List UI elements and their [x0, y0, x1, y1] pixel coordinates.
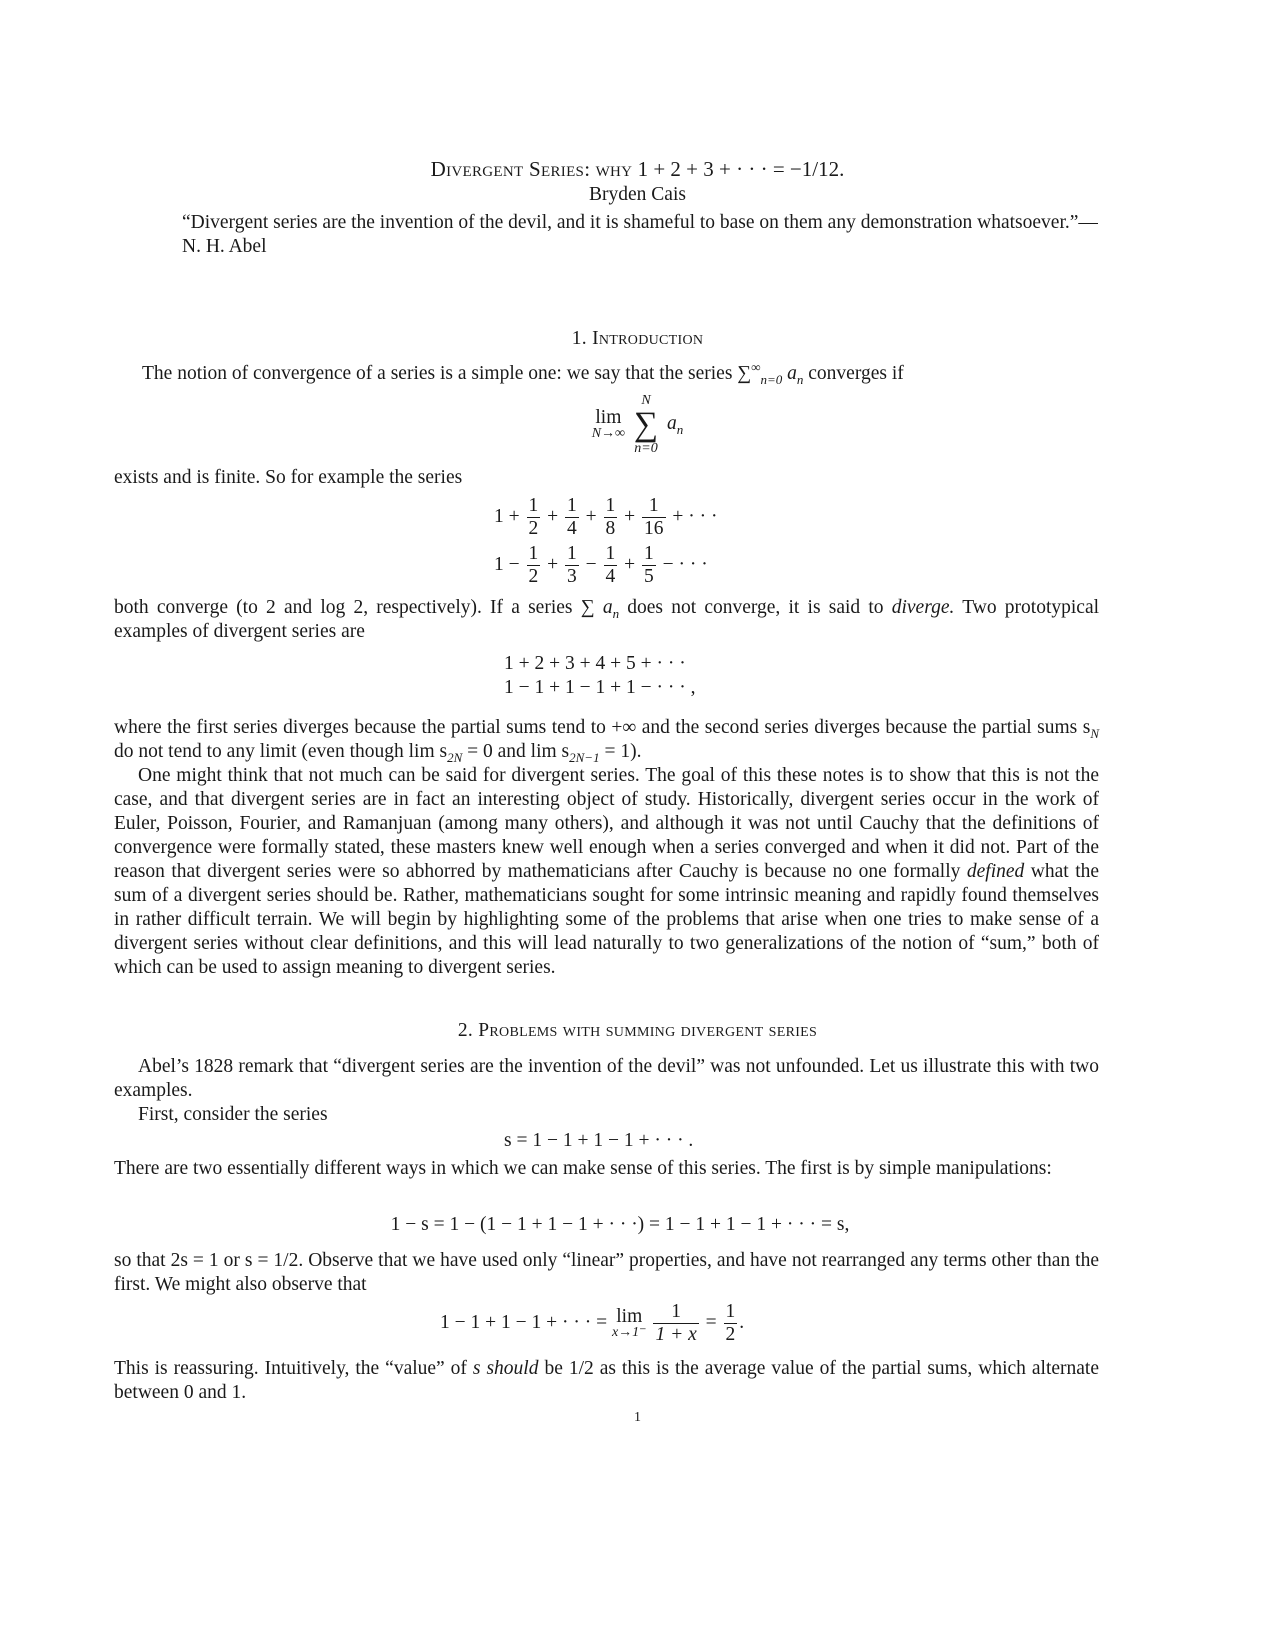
section-2-paragraph-1: Abel’s 1828 remark that “divergent series are the invention of the devil” was not unfounded. Let us illustrate this with two examples.	[114, 1056, 1099, 1101]
intro-paragraph-4: where the first series diverges because the partial sums tend to +∞ and the second series diverges because the partial sums $s_N$ do not tend to any limit (even though $\lim s_{2N} = 0$ and $\lim s_{2N-1} = 1$).	[114, 717, 1099, 765]
equation-s: s = 1 − 1 + 1 − 1 + · · · .	[504, 1130, 694, 1151]
author: Bryden Cais	[589, 184, 686, 205]
equation-geometric: 1 + $\frac{1}{2}$ + $\frac{1}{4}$ + $\frac{1}{8}$ + $\frac{1}{16}$ + · · ·	[494, 495, 718, 539]
inline-sum-symbol: $\sum^\infty_{n=0}$ $a_n$	[737, 359, 804, 387]
section-1-heading: 1. Introduction	[571, 328, 704, 349]
intro-paragraph-2: exists and is finite. So for example the series	[114, 467, 463, 488]
eq-lim: lim N→∞	[591, 407, 626, 441]
page-number: 1	[634, 1410, 641, 1425]
paper-title	[120, 157, 1155, 181]
intro-paragraph-3: both converge (to 2 and log 2, respectively). If a series ∑ $a_n$ does not converge, it is said to diverge. Two prototypical examples of divergent series are	[114, 597, 1100, 642]
intro-text-a: The notion of convergence of a series is a simple one: we say that the series	[142, 363, 733, 384]
equation-abel-limit: 1 − 1 + 1 − 1 + · · · = lim x→1⁻ $\frac{1}{1 + x}$ = $\frac{1}{2}$ .	[440, 1301, 745, 1345]
section-2-heading: 2. Problems with summing divergent series	[457, 1020, 818, 1041]
title-why: why	[595, 157, 633, 181]
section-2-paragraph-5: This is reassuring. Intuitively, the “value” of s should be 1/2 as this is the average value of the partial sums, which alternate between 0 and 1.	[114, 1358, 1100, 1403]
eq-term: $a_n$	[667, 413, 684, 438]
epigraph: “Divergent series are the invention of the devil, and it is shameful to base on them any demonstration whatsoever.”—N. H. Abel	[182, 212, 1098, 257]
section-2-paragraph-2: First, consider the series	[138, 1104, 328, 1125]
equation-alternating-harmonic: 1 − $\frac{1}{2}$ + $\frac{1}{3}$ − $\frac{1}{4}$ + $\frac{1}{5}$ − · · ·	[494, 543, 708, 587]
equation-divergent-2: 1 − 1 + 1 − 1 + 1 − · · · ,	[504, 677, 696, 698]
section-2-paragraph-4: so that 2s = 1 or s = 1/2. Observe that we have used only “linear” properties, and have not rearranged any terms other than the first. We might also observe that	[114, 1250, 1099, 1295]
section-2-paragraph-3: There are two essentially different ways in which we can make sense of this series. The first is by simple manipulations:	[114, 1158, 1052, 1179]
intro-paragraph-5: One might think that not much can be said for divergent series. The goal of this these notes is to show that this is not the case, and that divergent series are in fact an interesting object of study. Historically, divergent series occur in the work of Euler, Poisson, Fourier, and Ramanjuan (among many others), and although it was not until Cauchy that the definitions of convergence were formally stated, these masters knew well enough when a series converged and when it did not. Part of the reason that divergent series were so abhorred by mathematicians after Cauchy is because no one formally defined what the sum of a divergent series should be. Rather, mathematicians sought for some intrinsic meaning and rapidly found themselves in rather difficult terrain. We will begin by highlighting some of the problems that arise when one tries to make sense of a divergent series without clear definitions, and this will lead naturally to two generalizations of the notion of “sum,” both of which can be used to assign meaning to divergent series.	[114, 765, 1100, 978]
intro-text-b: converges if	[808, 363, 904, 384]
intro-paragraph-1	[142, 359, 1155, 387]
eq-sum: N ∑ n=0	[633, 393, 659, 456]
equation-limit-sum	[120, 394, 1155, 456]
equation-divergent-1: 1 + 2 + 3 + 4 + 5 + · · ·	[504, 653, 686, 674]
title-text: Divergent Series:	[430, 157, 591, 181]
title-math: 1 + 2 + 3 + · · · = −1/12.	[637, 157, 845, 181]
equation-manipulation: 1 − s = 1 − (1 − 1 + 1 − 1 + · · ·) = 1 − 1 + 1 − 1 + · · · = s,	[390, 1214, 850, 1235]
